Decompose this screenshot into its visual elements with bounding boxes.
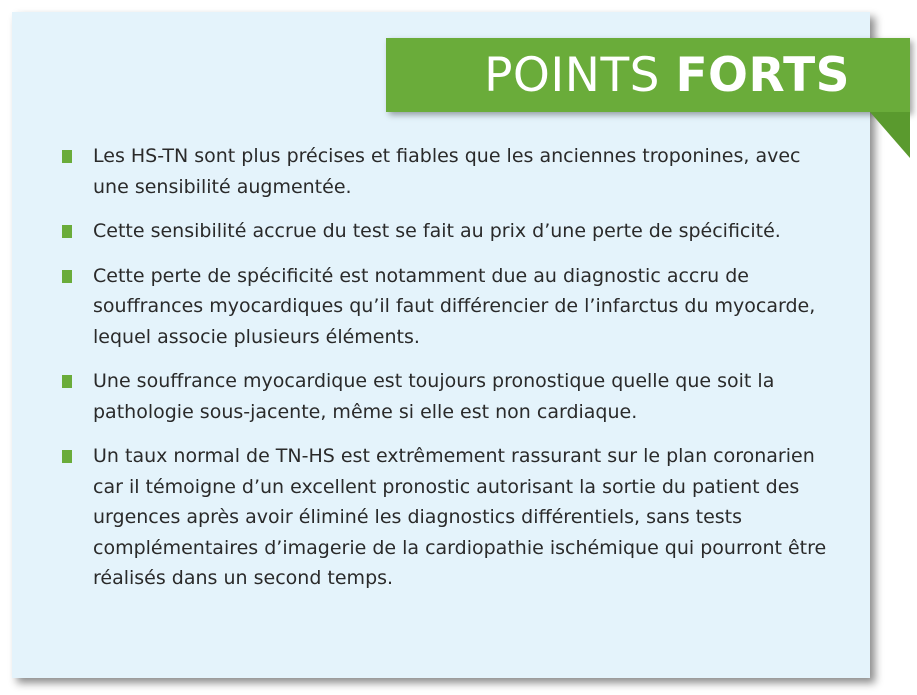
list-item — [60, 366, 840, 427]
list-item — [60, 141, 840, 202]
bullet-square-icon — [62, 270, 72, 283]
list-item-text: Une souffrance myocardique est toujours pronostique quelle que soit la pathologie sous-jacente, même si elle est non cardiaque. — [93, 370, 775, 423]
box-title — [484, 48, 850, 103]
points-list — [60, 141, 840, 608]
list-item — [60, 216, 840, 247]
title-banner — [386, 38, 910, 112]
bullet-square-icon — [62, 450, 72, 463]
banner-fold — [870, 112, 910, 158]
list-item — [60, 261, 840, 353]
list-item-text: Un taux normal de TN-HS est extrêmement rassurant sur le plan coronarien car il témoigne d’un excellent pronostic autorisant la sortie du patient des urgences après avoir éliminé les diagnostics différentiels, sans tests complémentaires d’imagerie de la cardiopathie ischémique qui pourront être réalisés dans un second temps. — [93, 445, 827, 589]
bullet-square-icon — [62, 150, 72, 163]
title-light: POINTS — [484, 47, 676, 103]
list-item-text: Les HS-TN sont plus précises et fiables que les anciennes troponines, avec une sensibilité augmentée. — [93, 145, 801, 198]
list-item — [60, 441, 840, 594]
list-item-text: Cette perte de spécificité est notamment due au diagnostic accru de souffrances myocardiques qu’il faut différencier de l’infarctus du myocarde, lequel associe plusieurs éléments. — [93, 264, 816, 348]
bullet-square-icon — [62, 375, 72, 388]
title-bold: FORTS — [675, 47, 850, 103]
list-item-text: Cette sensibilité accrue du test se fait au prix d’une perte de spécificité. — [93, 220, 781, 242]
bullet-square-icon — [62, 225, 72, 238]
